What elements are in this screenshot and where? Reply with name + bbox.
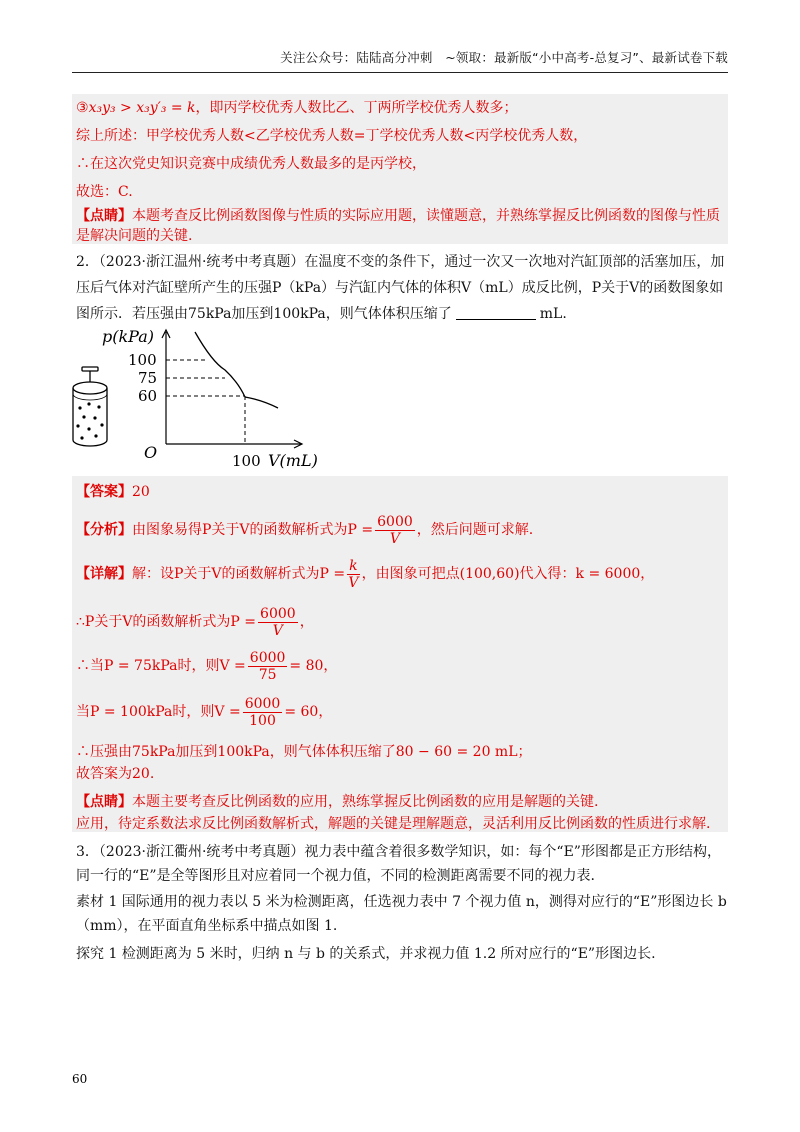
question-2-line-3: 图所示．若压强由75kPa加压到100kPa，则气体体积压缩了 mL. xyxy=(76,306,567,322)
answer-blank xyxy=(456,305,536,320)
summary-line: 综上所述：甲学校优秀人数<乙学校优秀人数=丁学校优秀人数<丙学校优秀人数， xyxy=(76,128,588,144)
origin-label: O xyxy=(144,443,158,462)
choice-line: 故选：C. xyxy=(76,184,133,200)
condition-line: ③x₃y₃ > x₃y′₃ = k，即丙学校优秀人数比乙、丁两所学校优秀人数多； xyxy=(76,100,518,116)
conclusion-line: ∴在这次党史知识竞赛中成绩优秀人数最多的是丙学校， xyxy=(76,156,426,172)
question-3-line-2: 同一行的“E”是全等图形且对应着同一个视力值，不同的检测距离需要不同的视力表. xyxy=(76,868,595,884)
detail-line: 【详解】解：设P关于V的函数解析式为P = $\frac{k}{V}$ ，由图象可把点(100,60)代入得：k = 6000， xyxy=(76,557,655,591)
step-2-line: ∴当P = 75kPa时，则V = $\frac{6000}{75}$ = 80， xyxy=(76,649,338,683)
graph-axes xyxy=(162,330,302,448)
y-tick-75: 75 xyxy=(138,369,158,387)
step-1-line: ∴P关于V的函数解析式为P = $\frac{6000}{V}$ ， xyxy=(76,605,314,639)
question-3-line-3: 素材 1 国际通用的视力表以 5 米为检测距离，任选视力表中 7 个视力值 n，测得对应行的“E”形图边长 b xyxy=(76,894,727,910)
pv-graph-figure xyxy=(62,322,352,470)
gas-particles xyxy=(76,402,103,439)
note-line: 【点睛】本题主要考查反比例函数的应用，熟练掌握反比例函数的应用是解题的关键. xyxy=(76,794,599,810)
comment-line: 【点睛】本题考查反比例函数图像与性质的实际应用题，读懂题意，并熟练掌握反比例函数的图像与性质 xyxy=(76,208,720,224)
y-tick-60: 60 xyxy=(138,387,158,405)
header-divider xyxy=(72,72,728,73)
note-line-2: 应用，待定系数法求反比例函数解析式，解题的关键是理解题意，灵活利用反比例函数的性质进行求解. xyxy=(76,816,711,832)
page-number: 60 xyxy=(72,1072,88,1086)
question-3-line-5: 探究 1 检测距离为 5 米时，归纳 n 与 b 的关系式，并求视力值 1.2 所对应行的“E”形图边长. xyxy=(76,946,656,962)
x-tick-100: 100 xyxy=(232,452,261,470)
cylinder-icon xyxy=(73,367,107,446)
answer-line: 【答案】20 xyxy=(76,484,150,500)
question-3-line-1: 3．（2023·浙江衢州·统考中考真题）视力表中蕴含着很多数学知识，如：每个“E”形图都是正方形结构， xyxy=(76,844,721,860)
final-answer-line: 故答案为20. xyxy=(76,766,155,782)
dashed-guides xyxy=(166,360,245,444)
step-3-line: 当P = 100kPa时，则V = $\frac{6000}{100}$ = 60， xyxy=(76,695,333,729)
y-tick-100: 100 xyxy=(128,351,157,369)
question-3-line-4: （mm），在平面直角坐标系中描点如图 1. xyxy=(76,918,338,934)
inverse-curve xyxy=(195,332,278,408)
analysis-line: 【分析】由图象易得P关于V的函数解析式为P = $\frac{6000}{V}$ ，然后问题可求解. xyxy=(76,513,534,547)
y-axis-label: p(kPa) xyxy=(102,327,155,346)
x-axis-label: V(mL) xyxy=(268,451,318,470)
comment-line-2: 是解决问题的关键. xyxy=(76,228,193,244)
page-header: 关注公众号：陆陆高分冲刺 ~领取：最新版“小中高考-总复习”、最新试卷下载 xyxy=(280,50,728,65)
step-4-line: ∴压强由75kPa加压到100kPa，则气体体积压缩了80 − 60 = 20 mL； xyxy=(76,744,532,760)
question-2-line-2: 压后气体对汽缸壁所产生的压强P（kPa）与汽缸内气体的体积V（mL）成反比例，P关于V的函数图象如 xyxy=(76,280,724,296)
question-2-line-1: 2．（2023·浙江温州·统考中考真题）在温度不变的条件下，通过一次又一次地对汽缸顶部的活塞加压，加 xyxy=(76,254,725,270)
